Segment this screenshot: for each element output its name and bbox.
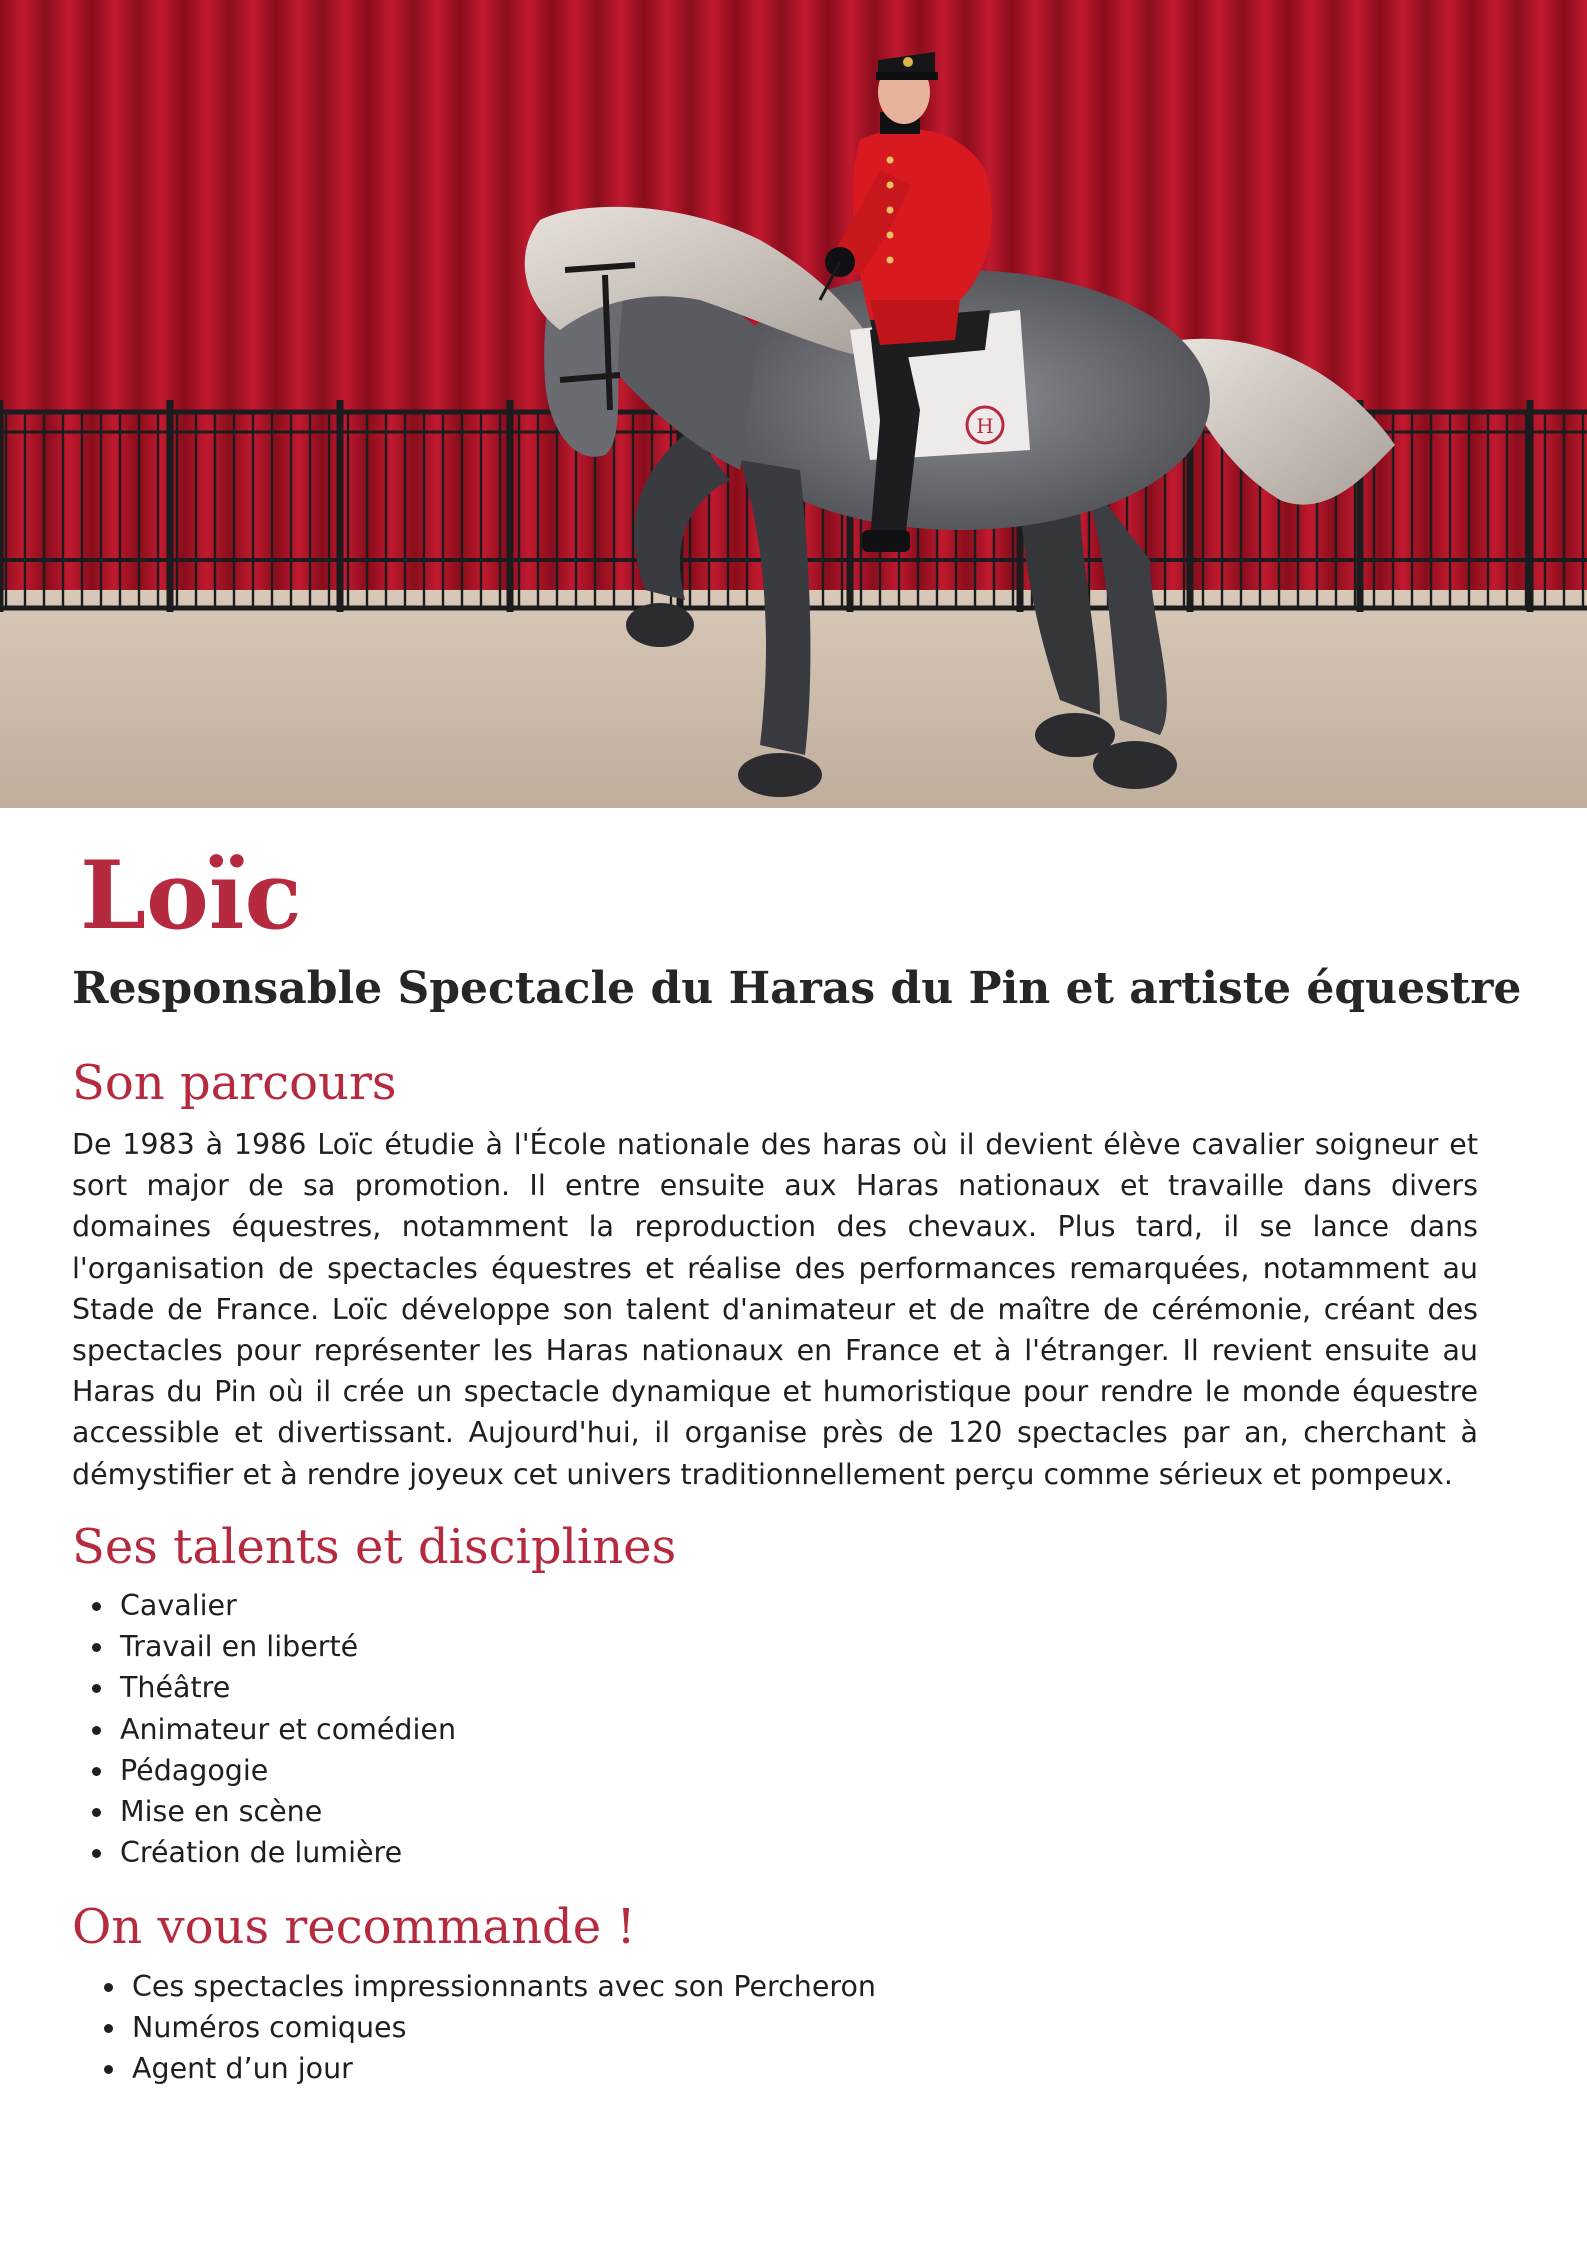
talent-item bbox=[72, 1709, 456, 1750]
recommande-item-label: Agent d’un jour bbox=[132, 2052, 353, 2086]
talent-item-label: Pédagogie bbox=[120, 1753, 269, 1787]
talent-item-label: Création de lumière bbox=[120, 1836, 403, 1870]
bullet-icon bbox=[92, 1684, 101, 1693]
person-name: Loïc bbox=[80, 841, 302, 951]
recommande-item-label: Ces spectacles impressionnants avec son Percheron bbox=[132, 1970, 876, 2003]
talent-item-label: Mise en scène bbox=[120, 1795, 323, 1829]
saddle-monogram: H bbox=[976, 414, 994, 438]
bullet-icon bbox=[104, 2065, 113, 2074]
section-title-recommande: On vous recommande ! bbox=[72, 1899, 636, 1955]
talent-item bbox=[72, 1585, 456, 1626]
talent-item-label: Théâtre bbox=[120, 1671, 231, 1705]
talent-item bbox=[72, 1750, 456, 1791]
talent-item-label: Animateur et comédien bbox=[120, 1712, 457, 1746]
talent-item-label: Cavalier bbox=[120, 1589, 237, 1622]
section-title-talents: Ses talents et disciplines bbox=[72, 1519, 677, 1575]
talent-item bbox=[72, 1791, 456, 1832]
bullet-icon bbox=[92, 1602, 101, 1611]
section-title-parcours: Son parcours bbox=[72, 1055, 397, 1111]
recommande-item bbox=[84, 1966, 876, 2007]
parcours-text: De 1983 à 1986 Loïc étudie à l'École nationale des haras où il devient élève cavalier soigneur et sort major de sa promotion. Il entre ensuite aux Haras nationaux et travaille dans divers domaines équestres, notamment la reproduction des chevaux. Plus tard, il se lance dans l'organisation de spectacles équestres et réalise des performances remarquées, notamment au Stade de France. Loïc développe son talent d'animateur et de maître de cérémonie, créant des spectacles pour représenter les Haras nationaux en France et à l'étranger. Il revient ensuite au Haras du Pin où il crée un spectacle dynamique et humoristique pour rendre le monde équestre accessible et divertissant. Aujourd'hui, il organise près de 120 spectacles par an, cherchant à démystifier et à rendre joyeux cet univers traditionnellement perçu comme sérieux et pompeux. bbox=[72, 1128, 1478, 1491]
recommande-list bbox=[84, 1966, 876, 2090]
bullet-icon bbox=[104, 2024, 113, 2033]
horse-rider-illustration bbox=[0, 0, 1587, 808]
bullet-icon bbox=[92, 1726, 101, 1735]
bullet-icon bbox=[92, 1808, 101, 1817]
recommande-item bbox=[84, 2007, 876, 2048]
talent-item-label: Travail en liberté bbox=[120, 1630, 359, 1664]
recommande-item-label: Numéros comiques bbox=[132, 2011, 407, 2045]
talent-item bbox=[72, 1626, 456, 1667]
talent-item bbox=[72, 1832, 456, 1873]
bullet-icon bbox=[104, 1983, 113, 1992]
bullet-icon bbox=[92, 1767, 101, 1776]
hero-photo bbox=[0, 0, 1587, 808]
recommande-item bbox=[84, 2048, 876, 2089]
talent-item bbox=[72, 1667, 456, 1708]
talents-list bbox=[72, 1585, 456, 1873]
person-role: Responsable Spectacle du Haras du Pin et artiste équestre bbox=[72, 963, 1522, 1014]
bullet-icon bbox=[92, 1643, 101, 1652]
bullet-icon bbox=[92, 1849, 101, 1858]
